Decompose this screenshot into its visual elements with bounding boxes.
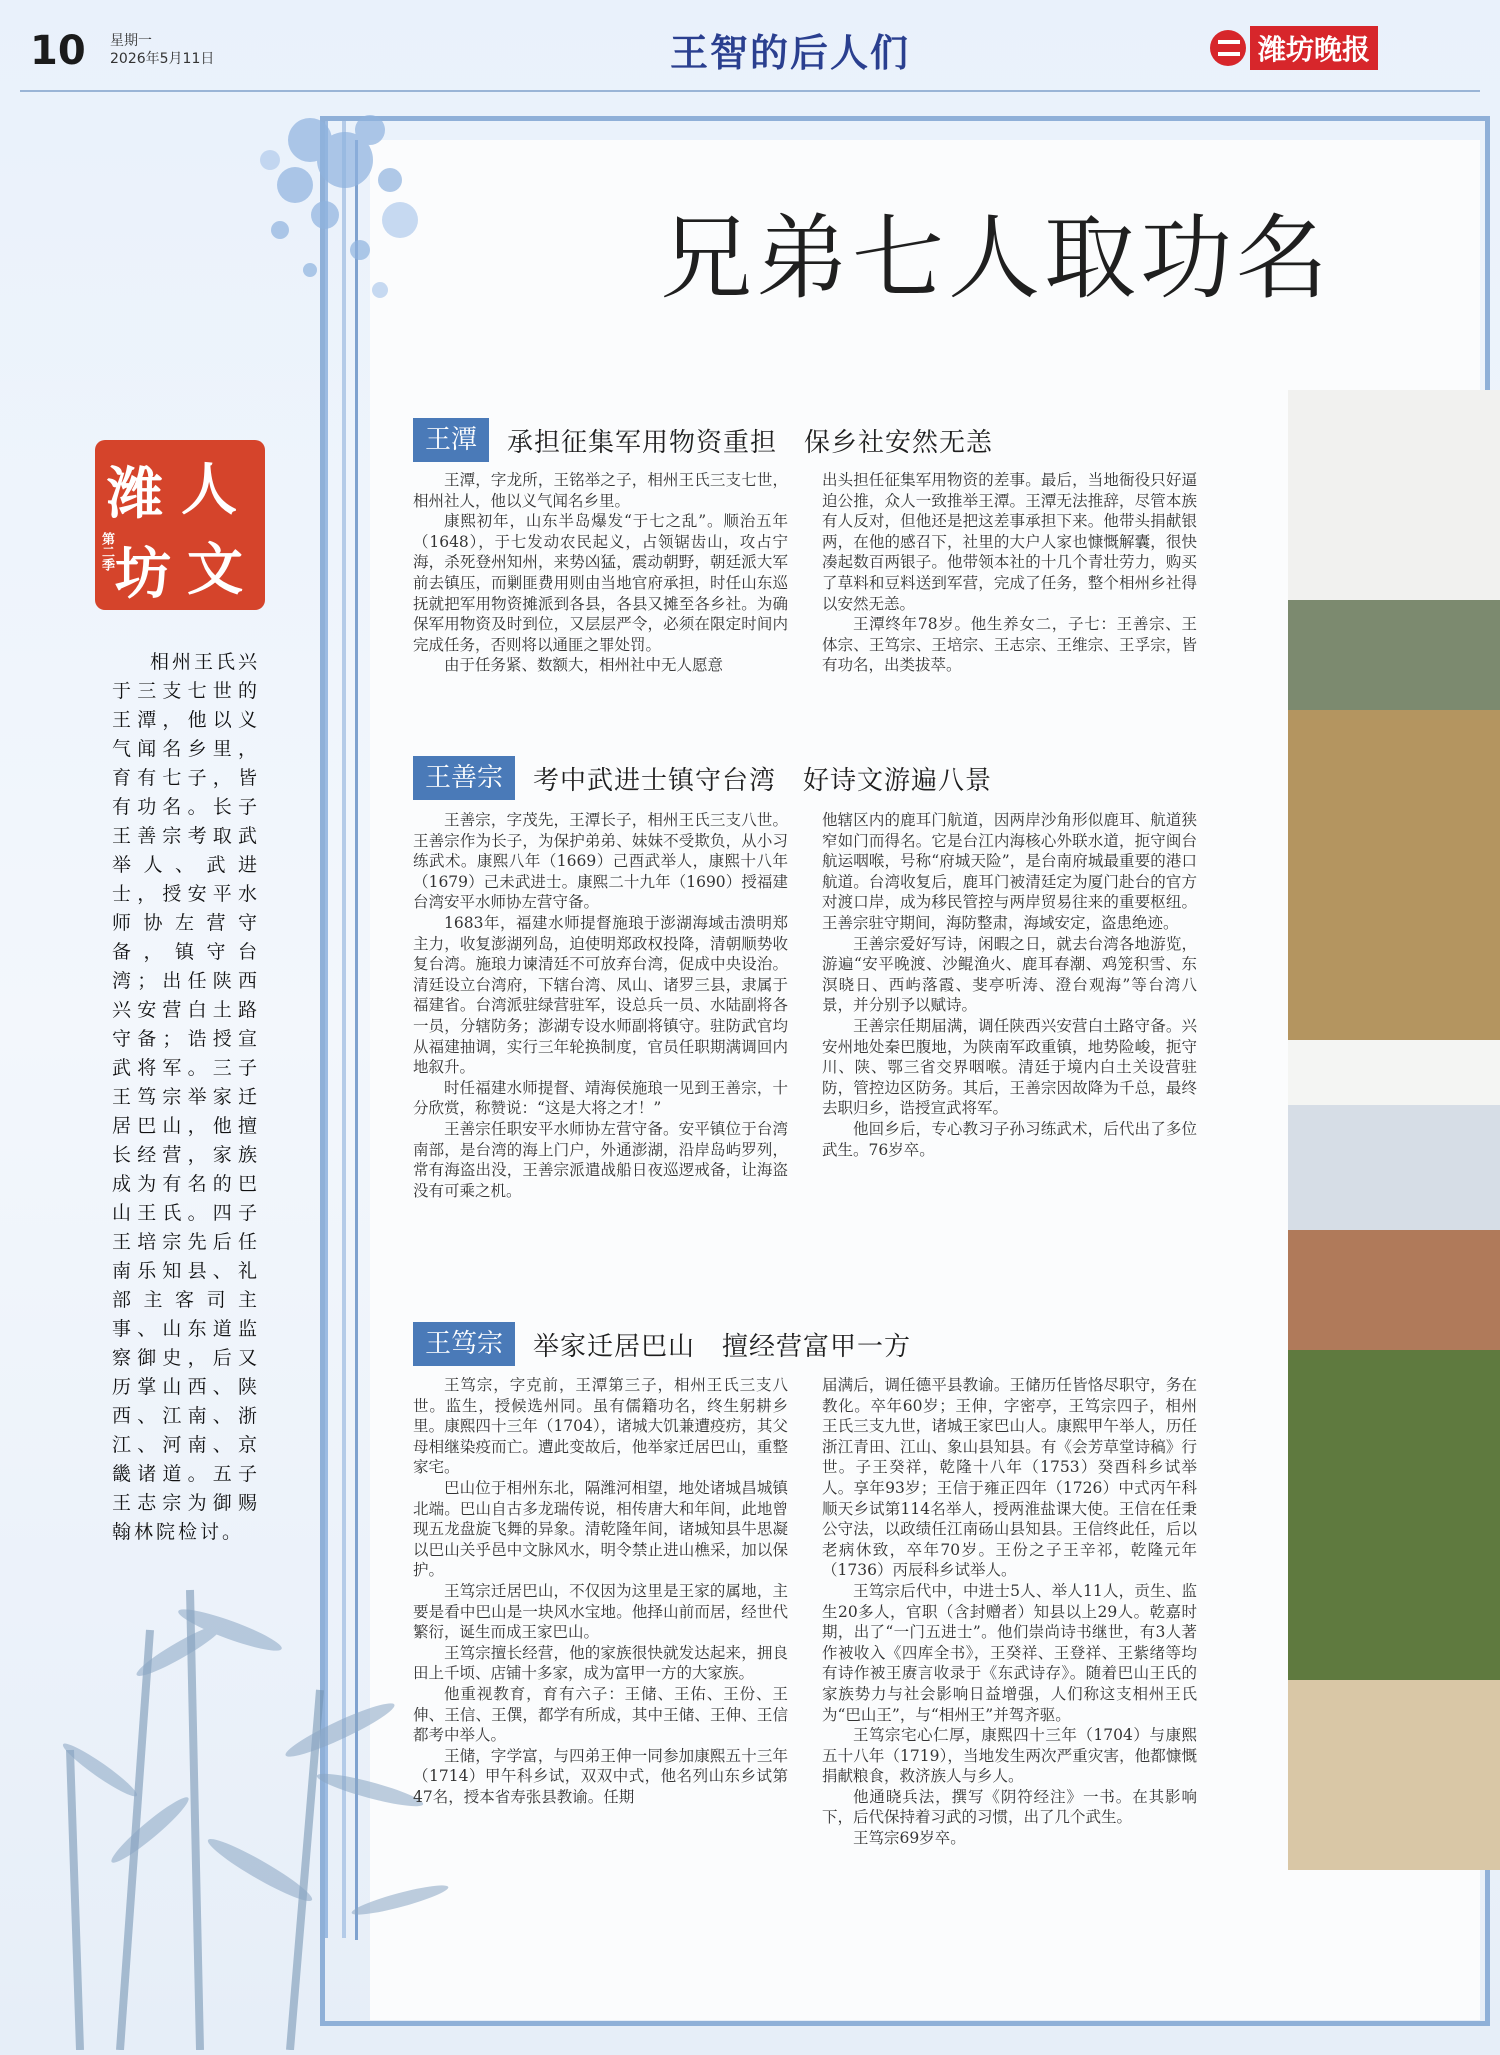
paragraph: 王潭终年78岁。他生养女二，子七：王善宗、王体宗、王笃宗、王培宗、王志宗、王维宗、王孚宗，皆有功名，出类拔萃。 <box>822 615 1197 675</box>
paragraph: 1683年，福建水师提督施琅于澎湖海域击溃明郑主力，收复澎湖列岛，迫使明郑政权投降，清朝顺势收复台湾。施琅力谏清廷不可放弃台湾，促成中央设治。清廷设立台湾府，下辖台湾、凤山、诸罗三县，隶属于福建省。台湾派驻绿营驻军，设总兵一员、水陆副将各一员，分辖防务；澎湖专设水师副将镇守。驻防武官均从福建抽调，实行三年轮换制度，官员任职期满调回内地叙升。 <box>413 913 788 1077</box>
section-tag: 王潭 <box>413 418 489 462</box>
issue-date: 2026年5月11日 <box>110 51 215 67</box>
paragraph: 王善宗，字茂先，王潭长子，相州王氏三支八世。王善宗作为长子，为保护弟弟、妹妹不受欺负，从小习练武术。康熙八年（1669）己酉武举人，康熙十八年（1679）己未武进士。康熙二十九年（1690）授福建台湾安平水师协左营守备。 <box>413 811 788 912</box>
paragraph: 王笃宗宅心仁厚，康熙四十三年（1704）与康熙五十八年（1719），当地发生两次严重灾害，他都慷慨捐献粮食，救济族人与乡人。 <box>822 1726 1197 1786</box>
paragraph: 他回乡后，专心教习子孙习练武术，后代出了多位武生。76岁卒。 <box>822 1119 1197 1159</box>
paragraph: 王笃宗69岁卒。 <box>853 1829 966 1848</box>
paragraph: 王笃宗迁居巴山，不仅因为这里是王家的属地，主要是看中巴山是一块风水宝地。他择山前而居，经世代繁衍，诞生而成王家巴山。 <box>413 1581 788 1642</box>
seal-char: 潍 <box>107 461 163 527</box>
ink-splash-icon <box>250 100 430 320</box>
seal-char: 人 <box>181 457 237 523</box>
paragraph: 他重视教育，育有六子：王储、王佑、王份、王伸、王信、王僎，都学有所成，其中王储、王伸、王信都考中举人。 <box>413 1684 788 1745</box>
paragraph: 王笃宗，字克前，王潭第三子，相州王氏三支八世。监生，授候选州同。虽有儒籍功名，终生躬耕乡里。康熙四十三年（1704），诸城大饥兼遭疫疠，其父母相继染疫而亡。遭此变故后，他举家迁居巴山，重整家宅。 <box>413 1376 788 1477</box>
paragraph: 巴山位于相州东北，隔潍河相望，地处诸城昌城镇北端。巴山自古多龙瑞传说，相传唐大和年间，此地曾现五龙盘旋飞舞的异象。清乾隆年间，诸城知县牛思凝以巴山关乎邑中文脉风水，明令禁止进山樵采，加以保护。 <box>413 1478 788 1580</box>
paragraph: 他通晓兵法，撰写《阴符经注》一书。在其影响下，后代保持着习武的习惯，出了几个武生。 <box>822 1787 1197 1827</box>
seal-char: 文 <box>187 537 243 603</box>
page-number: 10 <box>30 28 86 74</box>
section-tag: 王善宗 <box>413 756 515 800</box>
date-block <box>110 32 214 68</box>
paragraph: 王笃宗擅长经营，他的家族很快就发达起来，拥良田上千顷、店铺十多家，成为富甲一方的大家族。 <box>413 1643 788 1683</box>
logo-text: 潍坊晚报 <box>1250 26 1378 70</box>
paragraph: 康熙初年，山东半岛爆发“于七之乱”。顺治五年（1648），于七发动农民起义，占领锯齿山，攻占宁海，杀死登州知州，来势凶猛，震动朝野，朝廷派大军前去镇压，而剿匪费用则由当地官府承担，时任山东巡抚就把军用物资摊派到各县，各县又摊至各乡社。为确保军用物资及时到位，又层层严令，必须在限定时间内完成任务，否则将以通匪之罪处罚。 <box>413 512 788 654</box>
paragraph: 王善宗任期届满，调任陕西兴安营白土路守备。兴安州地处秦巴腹地，为陕南军政重镇，地势险峻，扼守川、陕、鄂三省交界咽喉。清廷于境内白土关设营驻防，管控边区防务。其后，王善宗因故降为千总，最终去职归乡，诰授宣武将军。 <box>822 1016 1197 1118</box>
paragraph: 出头担任征集军用物资的差事。最后，当地衙役只好逼迫公推，众人一致推举王潭。王潭无法推辞，尽管本族有人反对，但他还是把这差事承担下来。他带头捐献银两，在他的感召下，社里的大户人家也慷慨解囊，很快凑起数百两银子。他带领本社的十几个青壮劳力，购买了草料和豆料送到军营，完成了任务，整个相州乡社得以安然无恙。 <box>822 471 1197 613</box>
paragraph: 他辖区内的鹿耳门航道，因两岸沙角形似鹿耳、航道狭窄如门而得名。它是台江内海核心外联水道，扼守闽台航运咽喉，号称“府城天险”，是台南府城最重要的港口航道。台湾收复后，鹿耳门被清廷定为厦门赴台的官方对渡口岸，成为移民管控与两岸贸易往来的重要枢纽。王善宗驻守期间，海防整肃，海域安定，盗患绝迹。 <box>822 811 1197 932</box>
text-column <box>822 1375 1197 1849</box>
paragraph: 时任福建水师提督、靖海侯施琅一见到王善宗，十分欣赏，称赞说：“这是大将之才！” <box>413 1078 788 1118</box>
section-title-text: 举家迁居巴山 擅经营富甲一方 <box>533 1331 912 1362</box>
logo-mark-icon <box>1210 30 1246 66</box>
paragraph: 王笃宗后代中，中进士5人、举人11人，贡生、监生20多人，官职（含封赠者）知县以上29人。乾嘉时期，出了“一门五进士”。他们崇尚诗书继世，有3人著作被收入《四库全书》，王癸祥、王登祥、王紫绪等均有诗作被王赓言收录于《东武诗存》。随着巴山王氏的家族势力与社会影响日益增强，人们称这支相州王氏为“巴山王”，与“相州王”并驾齐驱。 <box>822 1581 1197 1724</box>
paragraph: 由于任务紧、数额大，相州社中无人愿意 <box>444 656 724 675</box>
section-header <box>413 418 993 462</box>
column-seal <box>95 440 265 610</box>
text-column <box>413 810 788 1201</box>
landscape-photo <box>1288 390 1500 1870</box>
masthead-rule <box>20 90 1480 92</box>
paragraph: 王潭，字龙所，王铭举之子，相州王氏三支七世，相州社人，他以义气闻名乡里。 <box>413 471 788 510</box>
paragraph: 王储，字学富，与四弟王伸一同参加康熙五十三年（1714）甲午科乡试，双双中式，他名列山东乡试第47名，授本省寿张县教谕。任期 <box>413 1746 788 1806</box>
newspaper-logo <box>1210 28 1378 68</box>
text-column <box>413 470 788 676</box>
section-title-text: 考中武进士镇守台湾 好诗文游遍八景 <box>533 765 993 796</box>
seal-season: 第二季 <box>99 532 114 571</box>
section-title: 王智的后人们 <box>669 31 910 75</box>
paragraph: 王善宗任职安平水师协左营守备。安平镇位于台湾南部，是台湾的海上门户，外通澎湖，沿岸岛屿罗列，常有海盗出没，王善宗派遣战船日夜巡逻戒备，让海盗没有可乘之机。 <box>413 1119 788 1200</box>
section-tag: 王笃宗 <box>413 1322 515 1366</box>
text-column <box>413 1375 788 1807</box>
section-header <box>413 756 992 800</box>
paragraph: 王善宗爱好写诗，闲暇之日，就去台湾各地游览，游遍“安平晚渡、沙鲲渔火、鹿耳春潮、鸡笼积雪、东溟晓日、西屿落霞、斐亭听涛、澄台观海”等台湾八景，并分别予以赋诗。 <box>822 934 1197 1015</box>
paragraph: 届满后，调任德平县教谕。王储历任皆恪尽职守，务在教化。卒年60岁；王伸，字密亭，王笃宗四子，相州王氏三支九世，诸城王家巴山人。康熙甲午举人，历任浙江青田、江山、象山县知县。有《会芳草堂诗稿》行世。子王癸祥，乾隆十八年（1753）癸酉科乡试举人。享年93岁；王信于雍正四年（1726）中式丙午科顺天乡试第114名举人，授两淮盐课大使。王信在任秉公守法，以政绩任江南砀山县知县。王信终此任，后以老病休致，卒年70岁。王份之子王辛祁，乾隆元年（1736）丙辰科乡试举人。 <box>822 1376 1197 1580</box>
section-header <box>413 1322 911 1366</box>
text-column <box>822 810 1197 1160</box>
headline: 兄弟七人取功名 <box>660 205 1333 312</box>
section-title-text: 承担征集军用物资重担 保乡社安然无恙 <box>507 427 994 458</box>
text-column <box>822 470 1197 676</box>
intro-paragraph: 相州王氏兴于三支七世的王潭，他以义气闻名乡里，育有七子，皆有功名。长子王善宗考取武举人、武进士，授安平水师协左营守备，镇守台湾；出任陕西兴安营白土路守备；诰授宣武将军。三子王笃宗举家迁居巴山，他擅长经营，家族成为有名的巴山王氏。四子王培宗先后任南乐知县、礼部主客司主事、山东道监察御史，后又历掌山西、陕西、江南、浙江、河南、京畿诸道。五子王志宗为御赐翰林院检讨。 <box>112 651 261 1543</box>
seal-char: 坊 <box>115 541 171 607</box>
weekday: 星期一 <box>110 33 152 49</box>
